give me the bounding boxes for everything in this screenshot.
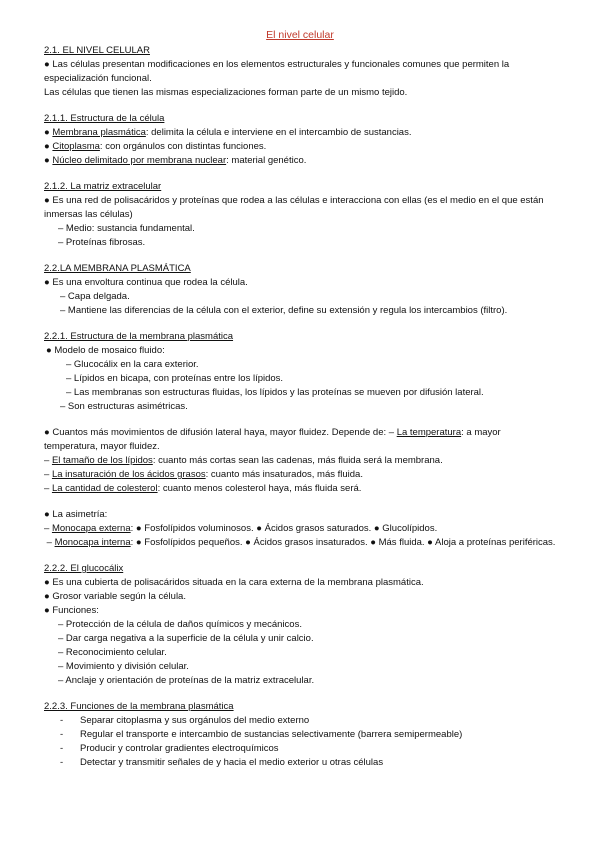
term: La cantidad de colesterol [51,483,158,494]
paragraph: ● Es una envoltura continua que rodea la célula. [44,277,248,288]
definition: : ● Fosfolípidos pequeños. ● Ácidos grasos insaturados. ● Más fluida. ● Aloja a proteínas periféricas. [130,537,556,548]
paragraph: ● Grosor variable según la célula. [44,591,186,602]
list-item: – Monocapa interna: ● Fosfolípidos pequeños. ● Ácidos grasos insaturados. ● Más fluida. ● Aloja a proteínas periféricas. [44,537,556,548]
section-heading-2-1-2: 2.1.2. La matriz extracelular [44,181,162,192]
list-item: – El tamaño de los lípidos: cuanto más cortas sean las cadenas, más fluida será la membrana. [44,455,443,466]
list-item: – Reconocimiento celular. [58,647,167,658]
paragraph [44,426,556,454]
term: El tamaño de los lípidos [51,455,153,466]
list-item: – Capa delgada. [60,291,130,302]
definition: : material genético. [226,155,307,166]
list-text: Regular el transporte e intercambio de sustancias selectivamente (barrera semipermeable) [80,729,463,740]
section-heading-2-1: 2.1. EL NIVEL CELULAR [44,45,150,56]
list-item: ● Citoplasma: con orgánulos con distintas funciones. [44,141,267,152]
term: Citoplasma [52,141,100,152]
dash-marker: - [60,715,64,726]
term: La insaturación de los ácidos grasos [51,469,206,480]
definition: : a mayor temperatura, mayor fluidez. [44,427,501,452]
term: Membrana plasmática [52,127,146,138]
dash-marker: - [60,729,64,740]
spacer [44,414,556,426]
document-title: El nivel celular [266,29,334,41]
paragraph: ● Modelo de mosaico fluido: [46,345,165,356]
function-list [44,714,556,770]
paragraph: Las células que tienen las mismas especializaciones forman parte de un mismo tejido. [44,87,408,98]
dash-marker: - [60,757,64,768]
paragraph: ● Funciones: [44,605,99,616]
definition: : cuanto más cortas sean las cadenas, más fluida será la membrana. [152,455,443,466]
section-heading-2-2: 2.2.LA MEMBRANA PLASMÁTICA [44,263,191,274]
section-heading-2-2-3: 2.2.3. Funciones de la membrana plasmática [44,701,234,712]
definition: : con orgánulos con distintas funciones. [99,141,267,152]
list-item: – Mantiene las diferencias de la célula con el exterior, define su extensión y regula los intercambios (filtro). [60,305,508,316]
list-item: – Anclaje y orientación de proteínas de la matriz extracelular. [58,675,315,686]
term: La temperatura [396,427,462,438]
paragraph: ● Las células presentan modificaciones en los elementos estructurales y funcionales comunes que permiten la especialización funcional. [44,59,510,84]
list-item: ● Núcleo delimitado por membrana nuclear: material genético. [44,155,307,166]
list-item [44,742,556,756]
list-item: – Monocapa externa: ● Fosfolípidos voluminosos. ● Ácidos grasos saturados. ● Glucolípidos. [44,523,438,534]
list-item: – Proteínas fibrosas. [58,237,146,248]
dash-marker: - [60,743,64,754]
section-heading-2-2-1: 2.2.1. Estructura de la membrana plasmática [44,331,234,342]
list-item: – La insaturación de los ácidos grasos: cuanto más insaturados, más fluida. [44,469,363,480]
spacer [44,496,556,508]
list-item: – Glucocálix en la cara exterior. [66,359,199,370]
list-item: ● Membrana plasmática: delimita la célula e interviene en el intercambio de sustancias. [44,127,412,138]
paragraph: ● Es una cubierta de polisacáridos situada en la cara externa de la membrana plasmática. [44,577,424,588]
definition: : delimita la célula e interviene en el intercambio de sustancias. [145,127,412,138]
list-text: Separar citoplasma y sus orgánulos del medio externo [80,715,310,726]
text: ● Cuantos más movimientos de difusión lateral haya, mayor fluidez. Depende de: – [44,427,395,438]
section-heading-2-1-1: 2.1.1. Estructura de la célula [44,113,165,124]
definition: : ● Fosfolípidos voluminosos. ● Ácidos grasos saturados. ● Glucolípidos. [130,523,438,534]
document-page [44,28,556,770]
list-item [44,756,556,770]
paragraph: ● Es una red de polisacáridos y proteínas que rodea a las células e interacciona con ellas (es el medio en el que están inmersas las células) [44,195,544,220]
list-item [44,714,556,728]
list-item: – Protección de la célula de daños químicos y mecánicos. [58,619,302,630]
list-item [44,728,556,742]
list-item: – Movimiento y división celular. [58,661,189,672]
list-item: – Las membranas son estructuras fluidas, los lípidos y las proteínas se mueven por difusión lateral. [66,387,484,398]
definition: : cuanto más insaturados, más fluida. [205,469,363,480]
list-item: – Dar carga negativa a la superficie de la célula y unir calcio. [58,633,314,644]
list-item: – La cantidad de colesterol: cuanto menos colesterol haya, más fluida será. [44,483,362,494]
list-item: – Son estructuras asimétricas. [60,401,188,412]
term: Núcleo delimitado por membrana nuclear [52,155,227,166]
section-heading-2-2-2: 2.2.2. El glucocálix [44,563,124,574]
paragraph: ● La asimetría: [44,509,108,520]
definition: : cuanto menos colesterol haya, más fluida será. [157,483,362,494]
term: Monocapa externa [51,523,131,534]
list-item: – Medio: sustancia fundamental. [58,223,195,234]
list-text: Producir y controlar gradientes electroquímicos [80,743,279,754]
list-item: – Lípidos en bicapa, con proteínas entre los lípidos. [66,373,284,384]
list-text: Detectar y transmitir señales de y hacia el medio exterior u otras células [80,757,384,768]
term: Monocapa interna [54,537,131,548]
